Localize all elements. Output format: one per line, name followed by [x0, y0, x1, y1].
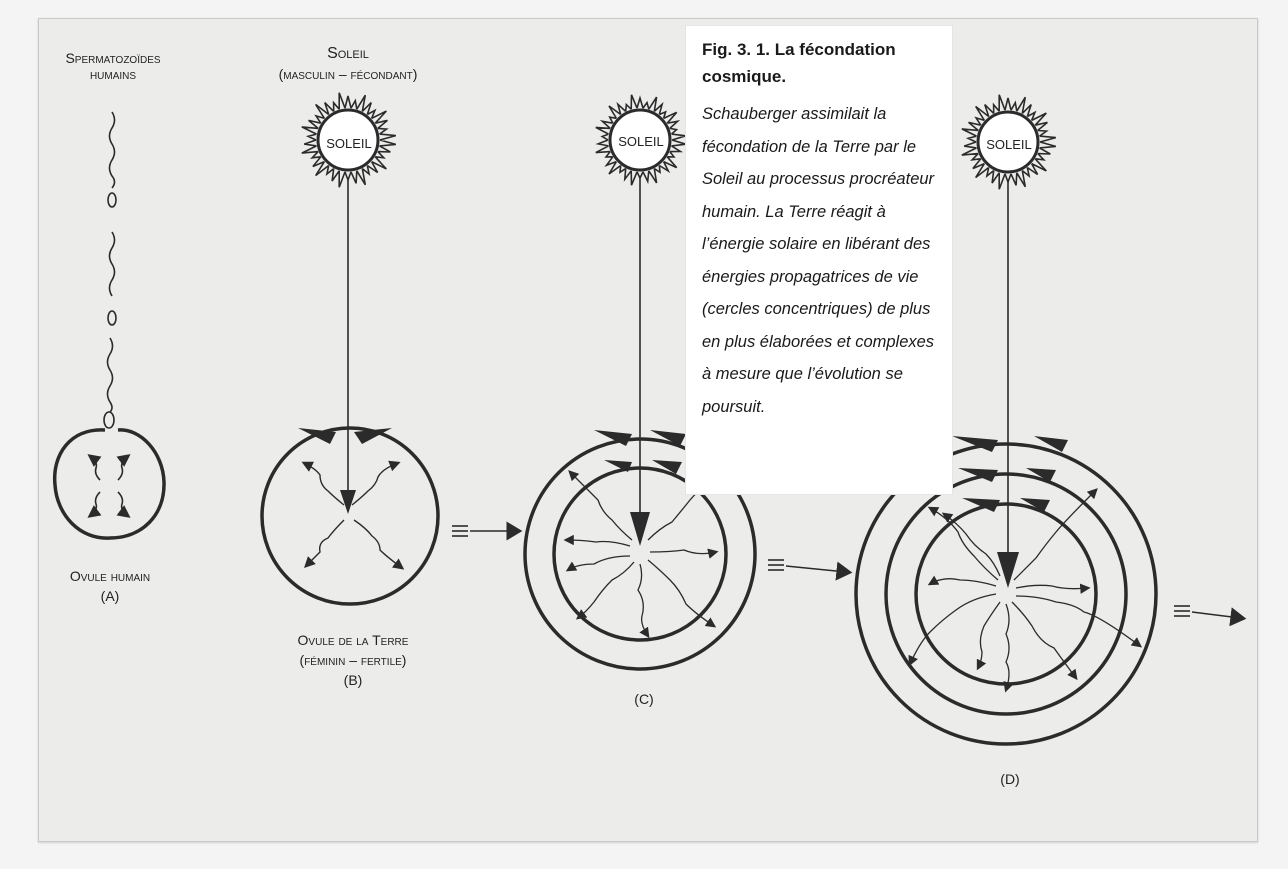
earth-ovum-title: Ovule de la Terre	[297, 632, 409, 648]
sperm-label	[38, 50, 188, 82]
human-ovum	[55, 430, 164, 538]
sun-subtitle: (masculin – fécondant)	[278, 66, 418, 82]
human-ovum-tag: (A)	[100, 588, 120, 604]
sperm-label-line2: humains	[89, 66, 137, 82]
sperm-2	[108, 232, 116, 325]
earth-ovum-label	[248, 630, 458, 690]
human-ovum-title: Ovule humain	[69, 568, 151, 584]
sun-label	[238, 44, 458, 84]
transition-arrow-cd	[768, 560, 846, 572]
sun-title: Soleil	[327, 45, 369, 62]
sun-inner-label-d: SOLEIL	[986, 137, 1032, 152]
panel-a	[55, 112, 164, 538]
sperm-3	[104, 338, 114, 428]
panel-d-tag: (D)	[1000, 771, 1020, 787]
energy-arrows-c	[566, 472, 716, 636]
ray-arrowhead-d	[997, 552, 1019, 588]
circle-d-3	[916, 504, 1096, 684]
sperm-1	[108, 112, 116, 207]
panel-b	[262, 180, 516, 604]
panel-c-tag: (C)	[634, 691, 654, 707]
earth-ovum-subtitle: (féminin – fertile)	[299, 652, 407, 668]
earth-ovum-tag: (B)	[343, 672, 363, 688]
circle-d-2	[886, 474, 1126, 714]
sun-inner-label-c: SOLEIL	[618, 134, 664, 149]
ray-arrowhead-c	[630, 512, 650, 546]
transition-arrow-d-out	[1174, 606, 1240, 618]
earth-ovum-circle	[262, 428, 438, 604]
energy-arrows-b	[304, 463, 402, 568]
caption-text: Schauberger assimilait la fécondation de la Terre par le Soleil au processus procréateur humain. La Terre réagit à l’énergie solaire en libérant des énergies propagatrices de vie (cercles concentriques) de plus en plus élaborées et complexes à mesure que l’évolution se poursuit.	[702, 105, 935, 416]
figure-caption-box	[686, 26, 952, 494]
ray-arrowhead-b	[340, 490, 356, 514]
human-ovum-label	[30, 566, 190, 606]
caption-title: Fig. 3. 1. La fécondation cosmique.	[702, 40, 896, 86]
sun-inner-label-b: SOLEIL	[326, 136, 372, 151]
transition-arrow-bc	[452, 526, 516, 536]
sperm-label-line1: Spermatozoïdes	[65, 50, 161, 66]
